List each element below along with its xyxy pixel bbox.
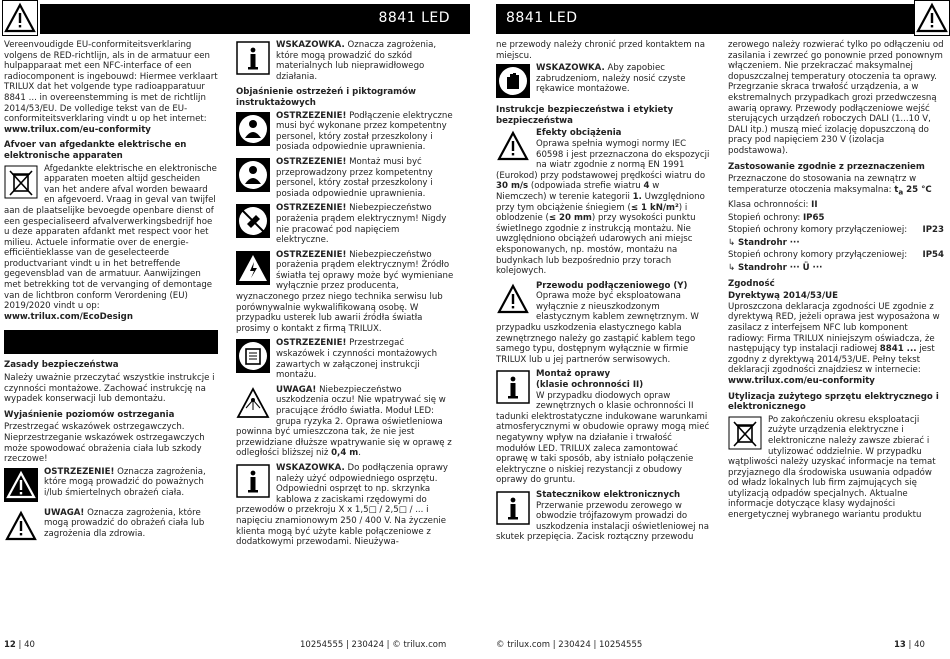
arrow-icon: ↳	[728, 237, 736, 248]
ip-rating: Stopień ochrony: IP65	[728, 212, 825, 223]
class-block: Montaż oprawy (klasie ochronności II) W przypadku diodowych opraw zewnętrznych o klasie ochronności II tadunki elektrostatyczne indukowane warunkami atmosferycznymi w obudowie oprawy mogą mieć negatywny wpływ na działanie i trwałość modułów LED. TRILUX zaleca zamontować oprawę w taki sposób, aby istniało połączenie elektryczne o niskiej rezystancji z obudowy oprawy do gruntu.	[496, 369, 710, 486]
warning-triangle-icon	[496, 282, 530, 316]
warning-icon	[2, 0, 38, 36]
warning-level-block: OSTRZEŻENIE! Oznacza zagrożenia, które mogą prowadzić do poważnych i/lub śmiertelnych obrażeń ciała.	[4, 467, 218, 504]
warning-icon	[914, 0, 950, 36]
read-manual-icon	[236, 339, 270, 373]
info-icon	[496, 491, 530, 525]
electric-shock-icon	[236, 251, 270, 285]
note-level-block: WSKAZÓWKA. Oznacza zagrożenia, które mogą prowadzić do szkód materialnych lub nieprawidłowego działania.	[236, 40, 454, 82]
caution-triangle-icon	[4, 509, 38, 543]
glove-note: WSKAZÓWKA. Aby zapobiec zabrudzeniom, należy nosić czyste rękawice montażowe.	[496, 63, 710, 100]
intended-use-heading: Zastosowanie zgodnie z przeznaczeniem	[728, 161, 925, 172]
intended-use-text: Przeznaczone do stosowania na zewnątrz w temperaturze otoczenia maksymalna: $t_a$ 25 °C	[728, 174, 932, 197]
info-icon	[236, 464, 270, 498]
safety-text: Należy uważnie przeczytać wszystkie instrukcje i czynności montażowe. Zachować instrukcję na wypadek konserwacji lub demontażu.	[4, 373, 215, 405]
pictogram-heading: Objaśnienie ostrzeżeń i piktogramów instruktażowych	[236, 87, 416, 108]
caution-level-block: UWAGA! Oznacza zagrożenia, które mogą prowadzić do obrażeń ciała lub zagrożenia dla zdrowia.	[4, 508, 218, 545]
info-icon	[496, 370, 530, 404]
waste-heading: Utylizacja zużytego sprzętu elektrycznego i elektronicznego	[728, 391, 939, 413]
manual-warning: OSTRZEŻENIE! Przestrzegać wskazówek i czynności montażowych zawartych w załączonej instrukcji montażu.	[236, 338, 454, 380]
optical-radiation-icon	[236, 386, 270, 420]
info-icon	[236, 41, 270, 75]
gloves-icon	[496, 64, 530, 98]
section-bar	[4, 330, 218, 354]
weee-bin-icon	[728, 416, 762, 450]
right-page	[480, 0, 950, 659]
disposal-heading: Afvoer van afgedankte elektrische en elektronische apparaten	[4, 140, 187, 161]
arrow-icon: ↳	[728, 263, 736, 273]
header-title: 8841 LED	[378, 10, 450, 26]
continued-text: ne przewody należy chronić przed kontaktem na miejscu.	[496, 40, 706, 61]
conformity-link[interactable]: www.trilux.com/eu-conformity	[4, 124, 151, 135]
header-title: 8841 LED	[506, 10, 578, 26]
standrohr-2: ↳ Standrohr ··· Ü ···	[728, 263, 823, 273]
footer-ref: 10254555 | 230424 | © trilux.com	[300, 640, 447, 650]
ballast-block: Statecznikow elektronicznych Przerwanie przewodu zerowego w obwodzie trójfazowym prowadzi do uszkodzenia instalacji oświetleniowej na skutek przepięcia. Zacisk roztączny przewodu	[496, 489, 710, 543]
left-page	[0, 0, 470, 659]
page-header	[496, 4, 916, 34]
right-column-1	[496, 40, 710, 547]
neutral-text: zerowego należy rozwierać tylko po odłączeniu od zasilania i zewrzeć go ponownie przed ponownym włączeniem. Nie przekraczać maksymalnej dopuszczalnej temperatury otoczenia ta oprawy. Przegrzanie skraca trwałość urządzenia, a w ekstremalnych przypadkach grozi przedwczesną awarią oprawy. Przewody podłączeniowe wejść sterujących urządzeń roboczych DALI (1...10 V, DALI itp.) muszą mieć izolację dopuszczoną do pracy pod napięciem 230 V (izolacja podstawowa).	[728, 40, 944, 156]
electrician-icon	[236, 112, 270, 146]
safety-heading: Zasady bezpieczeństwa	[4, 360, 119, 371]
left-column-2	[236, 40, 454, 552]
directive-text: Uproszczona deklaracja zgodności UE zgodnie z dyrektywą RED, jeżeli oprawa jest wyposażona w zasilacz z interfejsem NFC lub komponent radiowy: Firma TRILUX niniejszym oświadcza, że następujący typ instalacji radiowej 8841 ... jest zgodny z dyrektywą 2014/53/UE. Pełny tekst deklaracji zgodności znajdziesz w internecie: www.trilux.com/eu-conformity	[728, 301, 940, 386]
disposal-block: Afgedankte elektrische en elektronische apparaten moeten altijd gescheiden van het andere afval worden bewaard en afgevoerd. Vraag in geval van twijfel aan de plaatselijke bevoegde openbare dienst of een gespecialiseerd afvalverwerkingsbedrijf hoe u deze apparaten afdankt met respect voor het milieu. Actuele informatie over de energie-efficiëntieklasse van de geselecteerde productvariant vindt u in het betreffende gegevensblad van de armatuur. Aanwijzingen met betrekking tot de vervanging of demontage van de lichtbron conform Verordening (EU) 2019/2020 vindt u op: www.trilux.com/EcoDesign	[4, 163, 217, 322]
page-number: 12 | 40	[4, 640, 35, 650]
load-block: Efekty obciążenia Oprawa spełnia wymogi normy IEC 60598 i jest przeznaczona do ekspozycji na wiatr zgodnie z normą EN 1991 (Eurokod) przy podstawowej prędkości wiatru do 30 m/s (odpowiada strefie wiatru 4 w Niemczech) w terenie kategorii 1. Uwzględniono przy tym obciążenie śniegiem (≤ 1 kN/m²) i oblodzenie (≤ 20 mm) przy wysokości punktu świetlnego zgodnie z instrukcją montażu. Nie uwzględniono obciążeń udarowych ani miejsc eksponowanych, np. mostów, montażu na budynkach lub bezpośrednio przy torach kolejowych.	[496, 128, 710, 277]
waste-block: Po zakończeniu okresu eksploatacji zużyte urządzenia elektryczne i elektroniczne należy zawsze zbierać i utylizować oddzielnie. W przypadku wątpliwości należy uzyskać informacje na temat przyjaznego dla środowiska usuwania odpadów od władz lokalnych lub firm zajmujących się utylizacją odpadów specjalnych. Aktualne informacje dotyczące klasy wydajności energetycznej wybranego wariantu produktu	[728, 414, 936, 521]
installer-icon	[236, 158, 270, 192]
protection-class: Klasa ochronności: II	[728, 200, 818, 211]
page-header	[40, 4, 470, 34]
electrician-warning: OSTRZEŻENIE! Podłączenie elektryczne musi być wykonane przez kompetentny personel, który został przeszkolony i posiada odpowiednie uprawnienia.	[236, 111, 454, 153]
installer-warning: OSTRZEŻENIE! Montaż musi być przeprowadzony przez kompetentny personel, który został przeszkolony i posiada odpowiednie uprawnienia.	[236, 157, 454, 199]
warning-triangle-icon	[4, 468, 38, 502]
conformity-intro: Vereenvoudigde EU-conformiteitsverklaring volgens de RED-richtlijn, als in de armatuur een hulpapparaat met een NFC-interface of een radiocomponent is ingebouwd: Hiermee verklaart TRILUX dat het volgende type radioapparatuur 8841 ... in overeenstemming is met de richtlijn 2014/53/EU. De volledige tekst van de EU-conformiteitsverklaring vindt u op het internet: www.trilux.com/eu-conformity	[4, 40, 218, 135]
footer-ref: © trilux.com | 230424 | 10254555	[496, 640, 643, 650]
standrohr-1: ↳ Standrohr ···	[728, 237, 800, 248]
eye-caution: UWAGA! Niebezpieczeństwo uszkodzenia oczu! Nie wpatrywać się w pracujące źródło światła. Moduł LED: grupa ryzyka 2. Oprawa oświetleniowa powinna być umieszczona tak, że nie jest przewidziane dłuższe wpatrywanie się w oprawę z odległości bliższej niż 0,4 m.	[236, 384, 452, 459]
ip-compartment-1: Stopień ochrony komory przyłączeniowej: IP23	[728, 225, 944, 236]
conformity-link[interactable]: www.trilux.com/eu-conformity	[728, 375, 875, 386]
right-column-2	[728, 40, 944, 525]
disconnect-plug-icon	[236, 204, 270, 238]
levels-heading: Wyjaśnienie poziomów ostrzegania	[4, 409, 175, 420]
conformity-heading: Zgodność	[728, 278, 775, 289]
left-column-1	[4, 40, 218, 549]
accessories-note: WSKAZÓWKA. Do podłączenia oprawy należy użyć odpowiedniego osprzętu. Odpowiedni osprzęt to np. skrzynka kablowa z zaciskami rzędowymi do przewodów o przekroju X x 1,5□ / 2,5□ / ... i napięciu znamionowym 250 / 400 V. Na życzenie klienta mogą być użyte kable połączeniowe z dodatkowymi przewodami. Nieużywa-	[236, 462, 448, 548]
ip-compartment-2: Stopień ochrony komory przyłączeniowej: IP54	[728, 250, 944, 261]
ecodesign-link[interactable]: www.trilux.com/EcoDesign	[4, 311, 133, 322]
weee-bin-icon	[4, 165, 38, 199]
page-number: 13 | 40	[894, 640, 925, 650]
warning-triangle-icon	[496, 129, 530, 163]
shock-warning: OSTRZEŻENIE! Niebezpieczeństwo porażenia prądem elektrycznym! Źródło światła tej oprawy może być wymieniane wyłącznie przez producenta, wyznaczonego przez niego technika serwisu lub porównywalnie wykwalifikowaną osobę. W przypadku usterek lub awarii źródła światła prosimy o kontakt z firmą TRILUX.	[236, 249, 454, 334]
cable-block: Przewodu podłączeniowego (Y) Oprawa może być eksploatowana wyłącznie z nieuszkodzonym elastycznym kablem zewnętrznym. W przypadku uszkodzenia elastycznego kabla zewnętrznego należy go zastąpić kablem tego samego typu, dostępnym wyłącznie w firmie TRILUX lub u jej partnerów serwisowych.	[496, 280, 699, 365]
levels-text: Przestrzegać wskazówek ostrzegawczych. Nieprzestrzeganie wskazówek ostrzegawczych może spowodować obrażenia ciała lub szkody rzeczowe!	[4, 422, 205, 465]
safety-labels-heading: Instrukcje bezpieczeństwa i etykiety bezpieczeństwa	[496, 105, 674, 126]
voltage-warning: OSTRZEŻENIE! Niebezpieczeństwo porażenia prądem elektrycznym! Nigdy nie pracować pod napięciem elektryczne.	[236, 203, 454, 245]
directive-heading: Dyrektywą 2014/53/UE	[728, 291, 838, 302]
